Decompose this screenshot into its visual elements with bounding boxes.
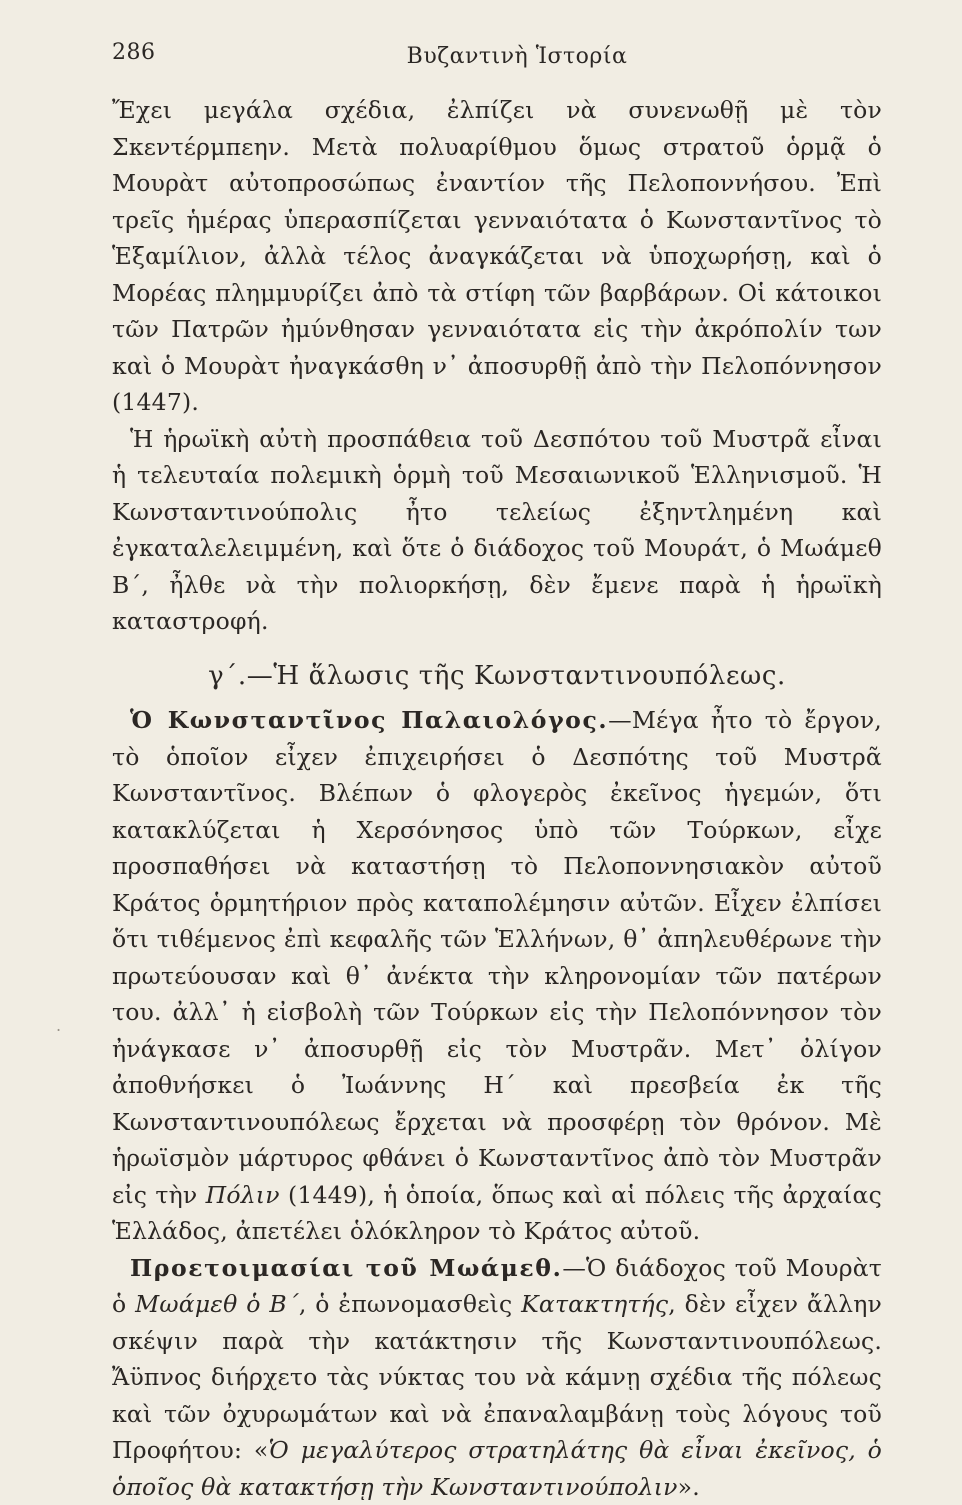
section-heading: γ΄.—Ἡ ἅλωσις τῆς Κωνσταντινουπόλεως. [112,658,882,695]
margin-mark: . [56,1016,61,1035]
subsection-constantine [112,702,882,1250]
subsection-preparations-text-c: , δὲν εἶχεν ἄλλην σκέψιν παρὰ τὴν κατάκτησιν τῆς Κωνσταντινουπόλεως. Ἄϋπνος διήρχετο τὰς νύκτας του νὰ κάμνῃ σχέδια τῆς πόλεως καὶ τῶν ὀχυρωμάτων καὶ νὰ ἐπαναλαμβάνῃ τοὺς λόγους τοῦ Προφήτου: « [112,1290,882,1464]
running-title: Βυζαντινὴ Ἱστορία [112,44,882,69]
subsection-constantine-text-a: —Μέγα ἦτο τὸ ἔργον, τὸ ὁποῖον εἶχεν ἐπιχειρήσει ὁ Δεσπότης τοῦ Μυστρᾶ Κωνσταντῖνος. Βλέπων ὁ φλογερὸς ἐκεῖνος ἡγεμών, ὅτι κατακλύζεται ἡ Χερσόνησος ὑπὸ τῶν Τούρκων, εἶχε προσπαθήσει νὰ καταστήσῃ τὸ Πελοποννησιακὸν αὐτοῦ Κράτος ὁρμητήριον πρὸς καταπολέμησιν αὐτῶν. Εἶχεν ἐλπίσει ὅτι τιθέμενος ἐπὶ κεφαλῆς τῶν Ἑλλήνων, θ᾿ ἀπηλευθέρωνε τὴν πρωτεύουσαν καὶ θ᾿ ἀνέκτα τὴν κληρονομίαν τῶν πατέρων του. ἀλλ᾿ ἡ εἰσβολὴ τῶν Τούρκων εἰς τὴν Πελοπόννησον τὸν ἠνάγκασε ν᾿ ἀποσυρθῇ εἰς τὸν Μυστρᾶν. Μετ᾿ ὀλίγον ἀποθνήσκει ὁ Ἰωάννης Η΄ καὶ πρεσβεία ἐκ τῆς Κωνσταντινουπόλεως ἔρχεται νὰ προσφέρῃ τὸν θρόνον. Μὲ ἡρωϊσμὸν μάρτυρος φθάνει ὁ Κωνσταντῖνος ἀπὸ τὸν Μυστρᾶν εἰς τὴν [112,706,882,1209]
body-text [112,92,882,1505]
page-number: 286 [112,40,156,65]
subsection-constantine-heading: Ὁ Κωνσταντῖνος Παλαιολόγος. [130,706,608,734]
subsection-preparations [112,1250,882,1505]
paragraph-2: Ἡ ἡρωϊκὴ αὐτὴ προσπάθεια τοῦ Δεσπότου τοῦ Μυστρᾶ εἶναι ἡ τελευταία πολεμικὴ ὁρμὴ τοῦ Μεσαιωνικοῦ Ἑλληνισμοῦ. Ἡ Κωνσταντινούπολις ἦτο τελείως ἐξηντλημένη καὶ ἐγκαταλελειμμένη, καὶ ὅτε ὁ διάδοχος τοῦ Μουράτ, ὁ Μωάμεθ Β΄, ἦλθε νὰ τὴν πολιορκήσῃ, δὲν ἔμενε παρὰ ἡ ἡρωϊκὴ καταστροφή. [112,421,882,640]
subsection-preparations-heading: Προετοιμασίαι τοῦ Μωάμεθ. [130,1254,562,1282]
subsection-preparations-italic-a: Μωάμεθ ὁ Β΄ [135,1290,299,1318]
paragraph-1: Ἔχει μεγάλα σχέδια, ἐλπίζει νὰ συνενωθῇ μὲ τὸν Σκεντέρμπεην. Μετὰ πολυαρίθμου ὅμως στρατοῦ ὁρμᾷ ὁ Μουρὰτ αὐτοπροσώπως ἐναντίον τῆς Πελοποννήσου. Ἐπὶ τρεῖς ἡμέρας ὑπερασπίζεται γενναιότατα ὁ Κωνσταντῖνος τὸ Ἑξαμίλιον, ἀλλὰ τέλος ἀναγκάζεται νὰ ὑποχωρήσῃ, καὶ ὁ Μορέας πλημμυρίζει ἀπὸ τὰ στίφη τῶν βαρβάρων. Οἱ κάτοικοι τῶν Πατρῶν ἠμύνθησαν γενναιότατα εἰς τὴν ἀκρόπολίν των καὶ ὁ Μουρὰτ ἠναγκάσθη ν᾿ ἀποσυρθῇ ἀπὸ τὴν Πελοπόννησον (1447). [112,92,882,421]
subsection-preparations-text-b: , ὁ ἐπωνομασθεὶς [299,1290,521,1318]
running-head [112,40,882,80]
subsection-constantine-text-b: (1449), ἡ ὁποία, ὅπως καὶ αἱ πόλεις τῆς ἀρχαίας Ἑλλάδος, ἀπετέλει ὁλόκληρον τὸ Κράτος αὐτοῦ. [112,1181,882,1246]
subsection-preparations-italic-b: Κατακτητής [521,1290,668,1318]
subsection-constantine-italic: Πόλιν [206,1181,280,1209]
subsection-preparations-text-d: ». [678,1473,700,1501]
subsection-preparations-text-a: —Ὁ διάδοχος τοῦ Μουρὰτ ὁ [112,1254,882,1319]
prophet-quote: Ὁ μεγαλύτερος στρατηλάτης θὰ εἶναι ἐκεῖνος, ὁ ὁποῖος θὰ κατακτήσῃ τὴν Κωνσταντινούπολιν [112,1436,882,1501]
